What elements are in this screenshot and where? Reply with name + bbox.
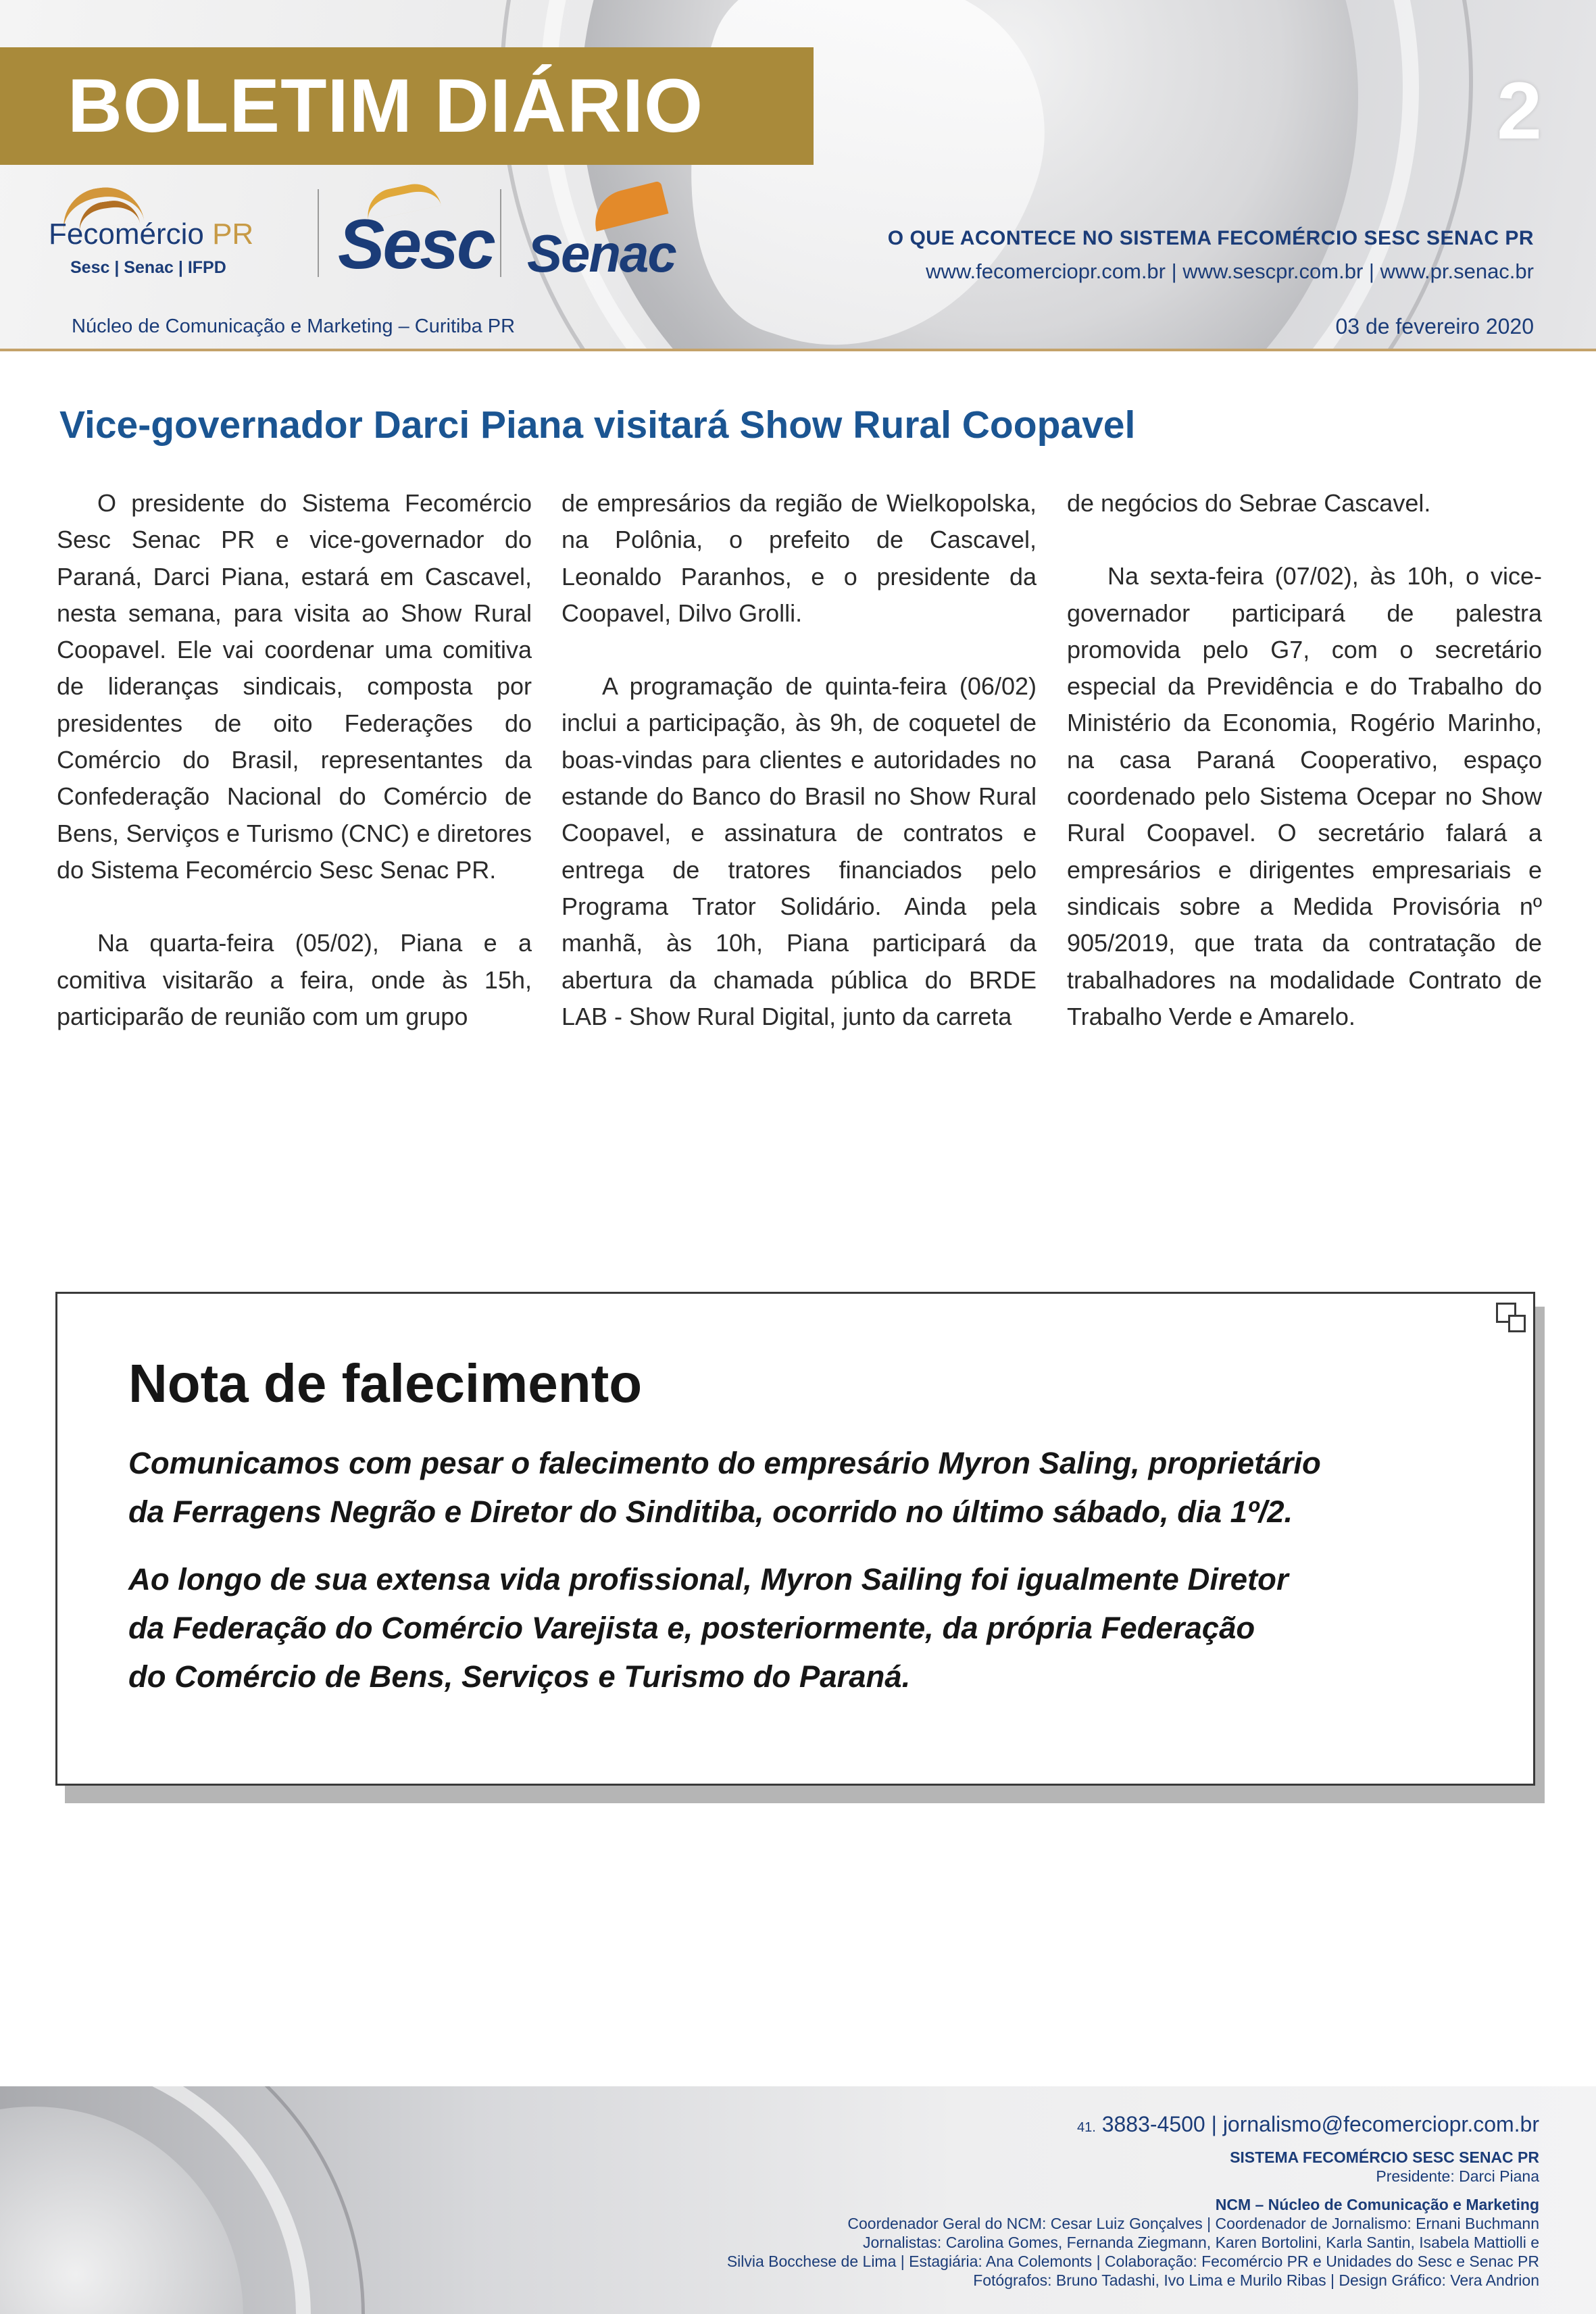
article-paragraph: A programação de quinta-feira (06/02) inclui a participação, às 9h, de coquetel de boas-vindas para clientes e autoridades no estande do Banco do Brasil no Show Rural Coopavel, e assinatura de contratos e entrega de tratores financiados pelo Programa Trator Solidário. Ainda pela manhã, às 10h, Piana participará da abertura da chamada pública do BRDE LAB - Show Rural Digital, junto da carreta — [562, 672, 1037, 1030]
note-line: da Ferragens Negrão e Diretor do Sinditiba, ocorrido no último sábado, dia 1º/2. — [128, 1494, 1293, 1529]
sesc-logo: Sesc — [338, 205, 494, 284]
fecomercio-logo-sub: Sesc | Senac | IFPD — [70, 258, 226, 277]
article-paragraph: Na quarta-feira (05/02), Piana e a comitiva visitarão a feira, onde às 15h, participarão de reunião com um grupo — [57, 929, 532, 1030]
tagline-text: O QUE ACONTECE NO SISTEMA FECOMÉRCIO SESC SENAC PR — [887, 227, 1534, 249]
article-column-2 — [562, 485, 1037, 1072]
note-title: Nota de falecimento — [128, 1353, 643, 1413]
note-line: da Federação do Comércio Varejista e, posteriormente, da própria Federação — [128, 1611, 1255, 1645]
fecomercio-logo — [47, 182, 297, 284]
article-paragraph: de empresários da região de Wielkopolska, na Polônia, o prefeito de Cascavel, Leonaldo Paranhos, e o presidente da Coopavel, Dilvo Grolli. — [562, 489, 1037, 627]
fecomercio-logo-name: Fecomércio — [49, 218, 204, 251]
note-line: do Comércio de Bens, Serviços e Turismo do Paraná. — [128, 1659, 911, 1694]
footer-journalists-2: Silvia Bocchese de Lima | Estagiária: Ana Colemonts | Colaboração: Fecomércio PR e Unidades do Sesc e Senac PR — [726, 2253, 1539, 2270]
footer-contact — [727, 2109, 1539, 2142]
logo-divider — [318, 189, 319, 277]
article-headline: Vice-governador Darci Piana visitará Show Rural Coopavel — [59, 403, 1136, 447]
email-link[interactable]: jornalismo@fecomerciopr.com.br — [1222, 2112, 1539, 2136]
header-divider — [0, 349, 1596, 351]
footer-ncm: NCM – Núcleo de Comunicação e Marketing — [1215, 2196, 1539, 2213]
article-column-1 — [57, 485, 532, 1072]
article-paragraph: de negócios do Sebrae Cascavel. — [1067, 489, 1431, 517]
senac-logo: Senac — [527, 224, 676, 283]
footer-coordinators: Coordenador Geral do NCM: Cesar Luiz Gonçalves | Coordenador de Jornalismo: Ernani Buchmann — [847, 2215, 1539, 2232]
footer-credits — [727, 2109, 1539, 2290]
note-paragraph-2 — [128, 1555, 1453, 1701]
note-line: Comunicamos com pesar o falecimento do empresário Myron Saling, proprietário — [128, 1446, 1321, 1480]
issue-date: 03 de fevereiro 2020 — [1335, 314, 1534, 338]
header-tagline — [888, 227, 1534, 284]
footer-president: Presidente: Darci Piana — [1376, 2167, 1539, 2185]
phone-number[interactable]: 3883-4500 — [1101, 2112, 1205, 2136]
note-paragraph-1 — [128, 1439, 1453, 1536]
page-footer — [0, 2086, 1596, 2314]
page-number: 2 — [1497, 66, 1542, 156]
website-links[interactable]: www.fecomerciopr.com.br | www.sescpr.com.br | www.pr.senac.br — [926, 259, 1534, 283]
footer-journalists: Jornalistas: Carolina Gomes, Fernanda Ziegmann, Karen Bortolini, Karla Santin, Isabela Mattiolli e — [863, 2234, 1539, 2251]
corner-ornament-icon — [1508, 1315, 1526, 1332]
footer-photographers: Fotógrafos: Bruno Tadashi, Ivo Lima e Murilo Ribas | Design Gráfico: Vera Andrion — [973, 2271, 1539, 2289]
logo-divider — [500, 189, 501, 277]
note-line: Ao longo de sua extensa vida profissional, Myron Sailing foi igualmente Diretor — [128, 1562, 1289, 1596]
department-label: Núcleo de Comunicação e Marketing – Curitiba PR — [72, 316, 516, 337]
article-paragraph: O presidente do Sistema Fecomércio Sesc Senac PR e vice-governador do Paraná, Darci Piana, estará em Cascavel, nesta semana, para visita ao Show Rural Coopavel. Ele vai coordenar uma comitiva de lideranças sindicais, composta por presidentes de oito Federações do Comércio do Brasil, representantes da Confederação Nacional do Comércio de Bens, Serviços e Turismo (CNC) e diretores do Sistema Fecomércio Sesc Senac PR. — [57, 489, 532, 884]
phone-area-code: 41. — [1076, 2120, 1096, 2135]
contact-separator: | — [1205, 2112, 1223, 2136]
footer-org: SISTEMA FECOMÉRCIO SESC SENAC PR — [1230, 2148, 1539, 2166]
article-column-3 — [1067, 485, 1542, 1072]
bulletin-title: BOLETIM DIÁRIO — [0, 47, 814, 165]
fecomercio-logo-pr: PR — [212, 218, 254, 251]
article-paragraph: Na sexta-feira (07/02), às 10h, o vice-governador participará de palestra promovida pelo G7, com o secretário especial da Previdência e do Trabalho do Ministério da Economia, Rogério Marinho, na casa Paraná Cooperativo, espaço coordenado pelo Sistema Ocepar no Show Rural Coopavel. O secretário falará a empresários e dirigentes empresariais e sindicais sobre a Medida Provisória nº 905/2019, que trata da contratação de trabalhadores na modalidade Contrato de Trabalho Verde e Amarelo. — [1067, 562, 1542, 1030]
